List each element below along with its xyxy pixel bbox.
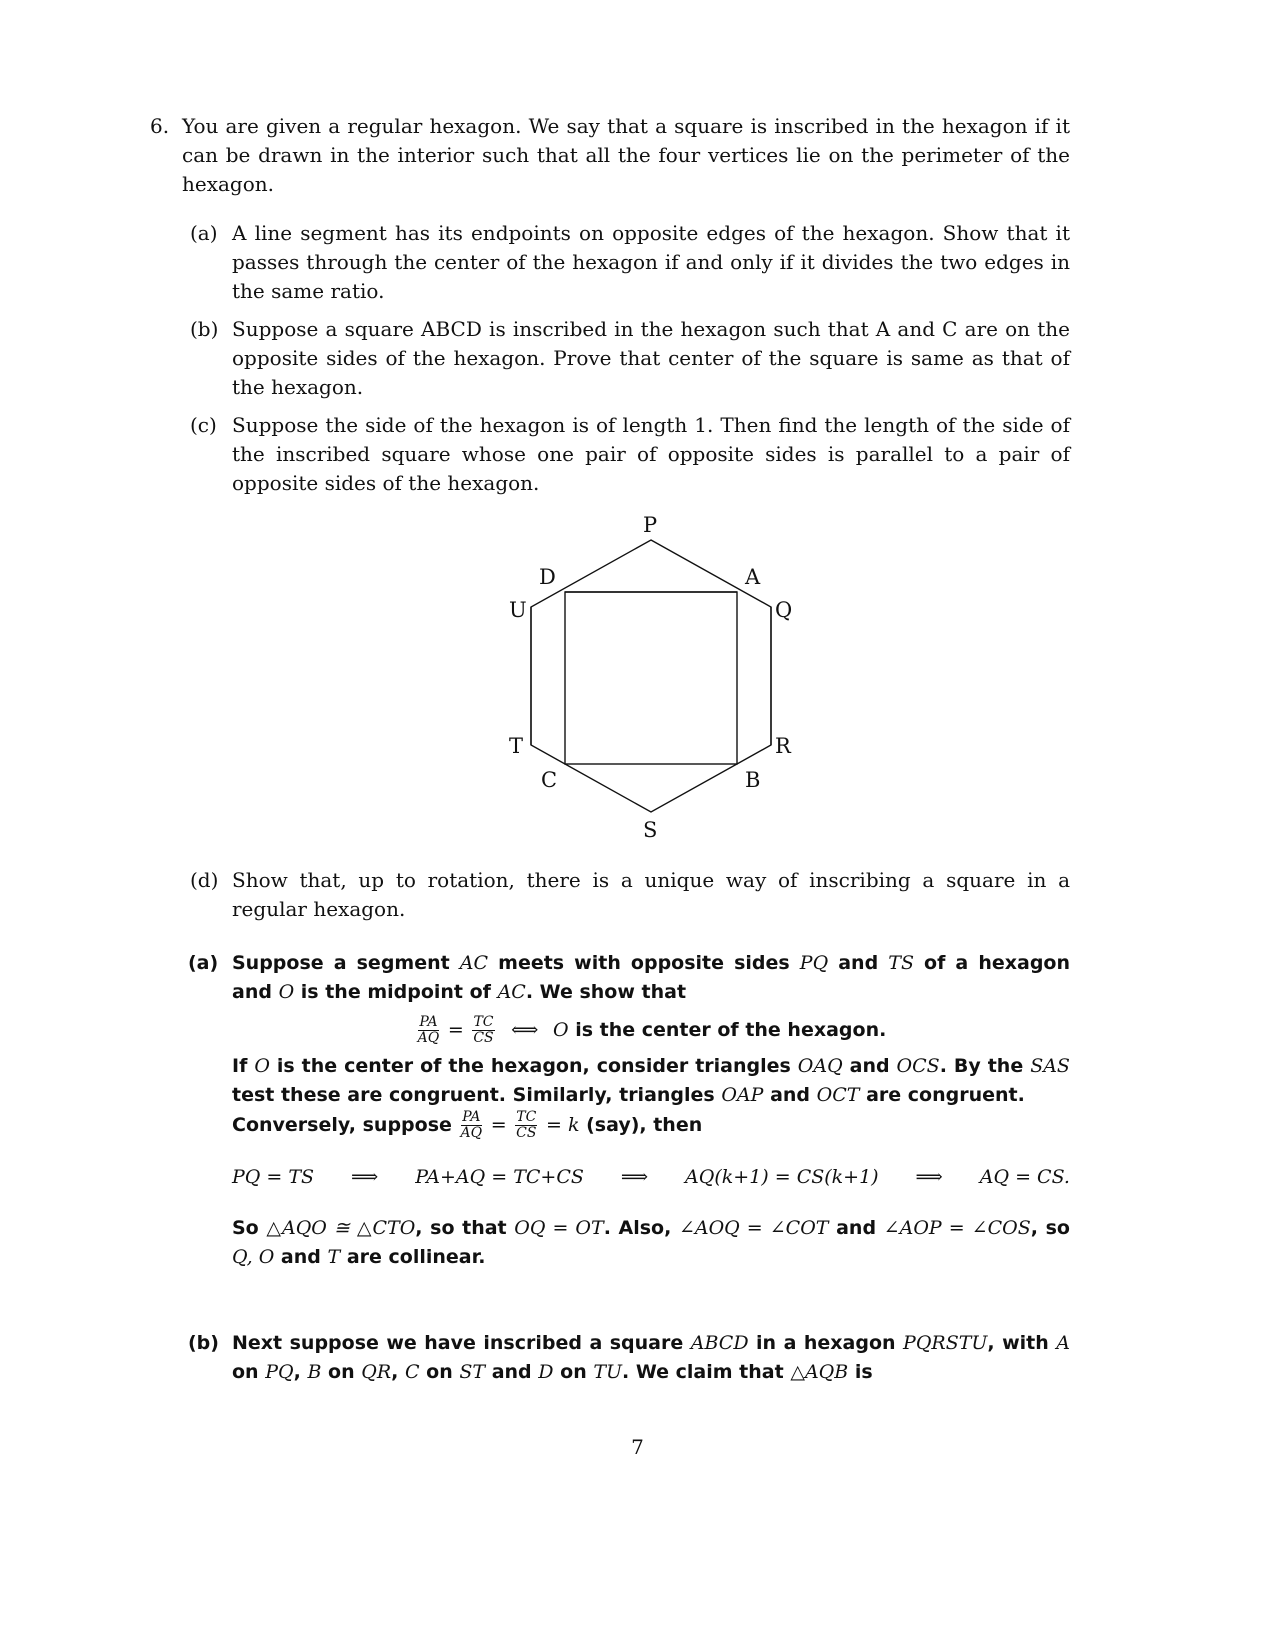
text: Conversely, suppose (232, 1114, 452, 1136)
math: OAP (721, 1084, 764, 1106)
text: , (391, 1361, 399, 1383)
math: ∠AOP = ∠COS (883, 1217, 1031, 1239)
math: O (553, 1019, 569, 1041)
problem-intro: You are given a regular hexagon. We say that a square is inscribed in the hexagon if it can be drawn in the interior such that all the four vertices lie on the perimeter of the hexagon. (182, 114, 1070, 196)
solution-b (188, 1329, 1070, 1387)
problem-number: 6. (150, 114, 170, 138)
math: = (490, 1114, 507, 1136)
part-text: Show that, up to rotation, there is a unique way of inscribing a square in a regular hexagon. (232, 868, 1070, 921)
solution-a-para4 (232, 1214, 1070, 1272)
math: AC (459, 952, 489, 974)
solution-part-b (188, 1329, 1070, 1387)
math: ⟹ (351, 1166, 379, 1188)
math: ∠AOQ = ∠COT (678, 1217, 829, 1239)
problem-parts (190, 219, 1070, 507)
math: △AQB (790, 1361, 849, 1383)
math: AQ(k+1) = CS(k+1) (685, 1166, 879, 1188)
part-text: A line segment has its endpoints on opposite edges of the hexagon. Show that it passes through the center of the hexagon if and only if it divides the two edges in the same ratio. (232, 221, 1070, 303)
text: is the center of the hexagon, consider triangles (276, 1055, 791, 1077)
math: OQ = OT (514, 1217, 604, 1239)
text: , so (1030, 1217, 1070, 1239)
part-label: (c) (190, 413, 217, 437)
text: , so that (415, 1217, 507, 1239)
math: ST (459, 1361, 486, 1383)
math: QR (361, 1361, 392, 1383)
math: OCT (816, 1084, 860, 1106)
fraction (515, 1110, 537, 1141)
text: in a hexagon (756, 1332, 896, 1354)
text: and (770, 1084, 811, 1106)
text: So (232, 1217, 259, 1239)
label-r: R (775, 734, 791, 758)
hexagon (531, 540, 771, 812)
text: . We show that (525, 981, 687, 1003)
denominator: AQ (417, 1030, 440, 1046)
solution-label: (a) (188, 952, 219, 974)
inscribed-square (565, 592, 737, 764)
text: is the midpoint of (300, 981, 491, 1003)
numerator: PA (419, 1014, 438, 1030)
part-text: Suppose a square ABCD is inscribed in the hexagon such that A and C are on the opposite sides of the hexagon. Prove that center of the square is same as that of the hexagon. (232, 317, 1070, 399)
math: △AQO ≅ △CTO (266, 1217, 416, 1239)
text: meets with opposite sides (498, 952, 790, 974)
math: Q, O (232, 1246, 275, 1268)
text: . By the (939, 1055, 1024, 1077)
label-p: P (643, 513, 658, 537)
math: PQ = TS (232, 1166, 315, 1188)
text: Suppose a segment (232, 952, 450, 974)
label-q: Q (775, 598, 793, 622)
numerator: TC (516, 1109, 537, 1125)
text: on (232, 1361, 259, 1383)
math: OCS (896, 1055, 940, 1077)
solution-a-para3 (232, 1110, 1070, 1141)
hexagon-figure (495, 510, 815, 850)
math: PQRSTU (903, 1332, 988, 1354)
solution-body (232, 1329, 1070, 1387)
text: and (491, 1361, 532, 1383)
label-b: B (745, 768, 761, 792)
part-d (190, 866, 1070, 924)
text: and (280, 1246, 321, 1268)
part-b (190, 315, 1070, 402)
solution-a-para1 (232, 949, 1070, 1007)
solution-body (232, 949, 1070, 1272)
math: PQ (265, 1361, 294, 1383)
text: on (426, 1361, 453, 1383)
part-label: (b) (190, 317, 219, 341)
solution-a (188, 949, 1070, 1272)
text: . Also, (603, 1217, 672, 1239)
label-t: T (509, 734, 524, 758)
text: and (849, 1055, 890, 1077)
problem-part-d (190, 866, 1070, 933)
math: TS (888, 952, 914, 974)
text: are collinear. (346, 1246, 486, 1268)
text: test these are congruent. Similarly, triangles (232, 1084, 715, 1106)
text: , with (987, 1332, 1049, 1354)
math: SAS (1030, 1055, 1070, 1077)
label-d: D (539, 565, 556, 589)
text: , (293, 1361, 301, 1383)
math: = k (545, 1114, 580, 1136)
text: Next suppose we have inscribed a square (232, 1332, 684, 1354)
math: AQ = CS. (979, 1166, 1070, 1188)
text: . We claim that (622, 1361, 784, 1383)
denominator: AQ (460, 1125, 483, 1141)
label-a: A (745, 565, 761, 589)
part-c (190, 411, 1070, 498)
solution-part-a (188, 949, 1070, 1272)
math: PA+AQ = TC+CS (415, 1166, 584, 1188)
math: ⟺ (511, 1019, 539, 1041)
problem-statement (150, 112, 1070, 199)
display-equation-2 (232, 1163, 1070, 1192)
text: and (838, 952, 879, 974)
text: of a hexagon and (232, 952, 1070, 1003)
math: = (447, 1019, 464, 1041)
denominator: CS (516, 1125, 537, 1141)
label-u: U (509, 598, 527, 622)
text: is (854, 1361, 873, 1383)
page-number: 7 (631, 1435, 644, 1459)
text: on (328, 1361, 355, 1383)
text: and (836, 1217, 877, 1239)
label-s: S (643, 818, 658, 842)
math: PQ (799, 952, 829, 974)
part-a (190, 219, 1070, 306)
math: ⟹ (915, 1166, 943, 1188)
math: TU (593, 1361, 623, 1383)
numerator: PA (462, 1109, 481, 1125)
part-label: (d) (190, 868, 219, 892)
numerator: TC (473, 1014, 494, 1030)
text: on (560, 1361, 587, 1383)
math: B (307, 1361, 322, 1383)
part-text: Suppose the side of the hexagon is of length 1. Then find the length of the side of the inscribed square whose one pair of opposite sides is parallel to a pair of opposite sides of the hexagon. (232, 413, 1070, 495)
text: If (232, 1055, 248, 1077)
math: OAQ (797, 1055, 843, 1077)
text: are congruent. (866, 1084, 1025, 1106)
text: (say), then (586, 1114, 703, 1136)
math: ⟹ (620, 1166, 649, 1188)
math: O (254, 1055, 270, 1077)
denominator: CS (473, 1030, 494, 1046)
math: C (404, 1361, 420, 1383)
text: is the center of the hexagon. (575, 1019, 887, 1041)
math: T (327, 1246, 341, 1268)
math: AC (497, 981, 526, 1003)
solution-a-para2 (232, 1052, 1070, 1110)
math: ABCD (690, 1332, 749, 1354)
fraction (472, 1015, 494, 1046)
math: A (1056, 1332, 1070, 1354)
part-label: (a) (190, 221, 218, 245)
label-c: C (541, 768, 558, 792)
fraction (461, 1110, 483, 1141)
solution-label: (b) (188, 1332, 219, 1354)
math: O (278, 981, 295, 1003)
display-equation-1 (232, 1015, 1070, 1046)
fraction (418, 1015, 440, 1046)
math: D (538, 1361, 554, 1383)
